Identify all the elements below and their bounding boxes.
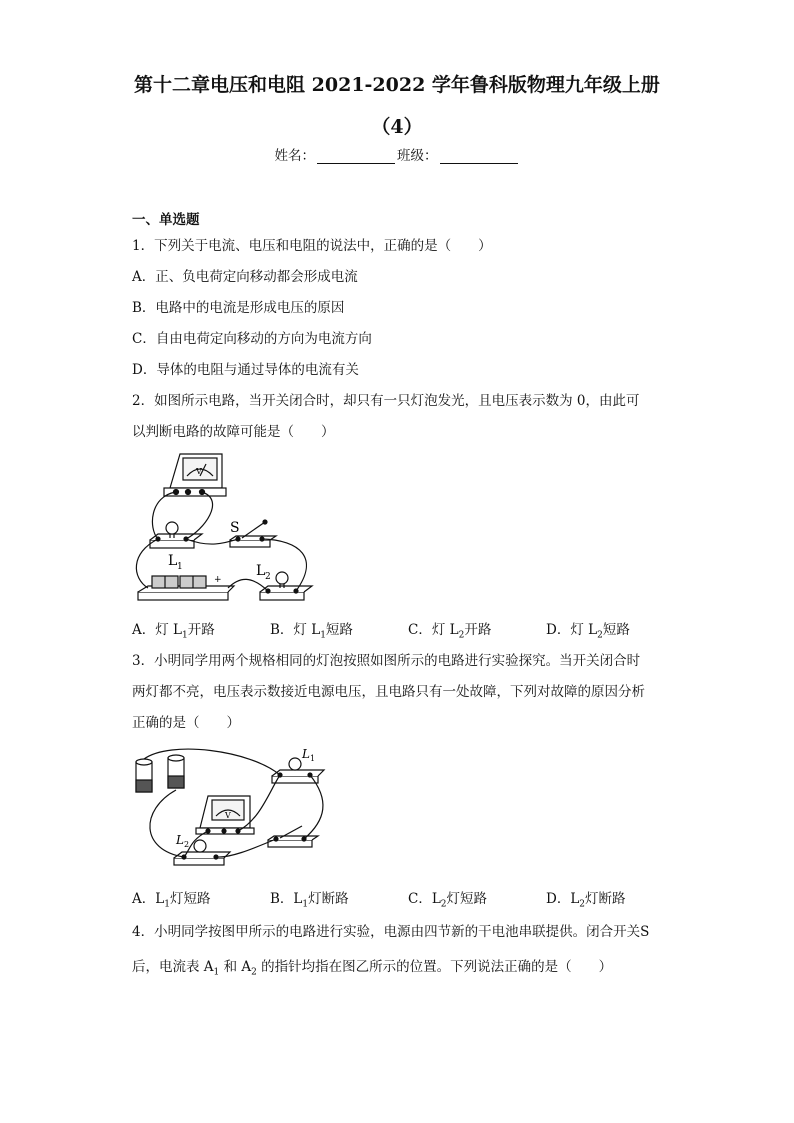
voltmeter-label: V xyxy=(196,467,202,476)
name-label: 姓名： xyxy=(274,148,315,164)
q4-stem-line1: 4．小明同学按图甲所示的电路进行实验，电源由四节新的干电池串联提供。闭合开关S xyxy=(132,924,650,940)
student-info xyxy=(0,144,794,164)
q1-option-a: A．正、负电荷定向移动都会形成电流 xyxy=(132,269,358,285)
q3-option-b: B．$L_1$灯断路 xyxy=(270,891,349,910)
q3-stem-line1: 3．小明同学用两个规格相同的灯泡按照如图所示的电路进行实验探究。当开关闭合时 xyxy=(132,653,641,669)
class-label: 班级： xyxy=(397,148,438,164)
q3-circuit-figure xyxy=(130,740,330,875)
l1-label-sub: 1 xyxy=(177,562,183,572)
q2-option-d: D．灯 $L_2$短路 xyxy=(546,622,630,641)
switch-icon xyxy=(268,826,318,847)
q1-stem: 1．下列关于电流、电压和电阻的说法中，正确的是（ ） xyxy=(132,238,492,254)
q1-option-b: B．电路中的电流是形成电压的原因 xyxy=(132,300,345,316)
q2-option-b: B．灯 $L_1$短路 xyxy=(270,622,353,641)
q3-option-c: C．$L_2$灯短路 xyxy=(408,891,488,910)
q2-option-a: A．灯 $L_1$开路 xyxy=(132,622,215,641)
l1-label-sub: 1 xyxy=(310,754,316,763)
voltmeter-label: V xyxy=(225,811,231,820)
battery-cells-icon xyxy=(136,755,184,792)
name-blank[interactable] xyxy=(317,149,395,164)
lamp-l1-icon xyxy=(150,522,202,548)
q2-circuit-figure xyxy=(130,448,330,606)
q2-stem-line1: 2．如图所示电路，当开关闭合时，却只有一只灯泡发光，且电压表示数为 0，由此可 xyxy=(132,393,640,409)
q3-option-a: A．$L_1$灯短路 xyxy=(132,891,211,910)
class-blank[interactable] xyxy=(440,149,518,164)
l1-label: L xyxy=(302,747,310,761)
doc-title-line2: （4） xyxy=(371,116,423,138)
section-heading: 一、单选题 xyxy=(132,212,200,228)
q3-stem-line3: 正确的是（ ） xyxy=(132,715,240,731)
q3-options xyxy=(132,887,684,910)
voltmeter-icon xyxy=(164,454,226,496)
lamp-l1-icon xyxy=(272,758,324,783)
q2-options xyxy=(132,618,684,641)
l1-label: L xyxy=(168,553,178,569)
battery-plus-label: + xyxy=(214,575,222,585)
q2-stem-line2: 以判断电路的故障可能是（ ） xyxy=(132,424,335,440)
q4-stem-line2: 后，电流表 $A_1$ 和 $A_2$ 的指针均指在图乙所示的位置。下列说法正确的是（ ） xyxy=(132,959,613,978)
doc-title-line1: 第十二章电压和电阻 2021-2022 学年鲁科版物理九年级上册 xyxy=(134,74,660,96)
q3-stem-line2: 两灯都不亮，电压表示数接近电源电压，且电路只有一处故障，下列对故障的原因分析 xyxy=(132,684,645,700)
q1-option-c: C．自由电荷定向移动的方向为电流方向 xyxy=(132,331,372,347)
q1-option-d: D．导体的电阻与通过导体的电流有关 xyxy=(132,362,359,378)
l2-label: L xyxy=(256,563,266,579)
l2-label: L xyxy=(176,833,184,847)
l2-label-sub: 2 xyxy=(184,840,190,849)
switch-label: S xyxy=(230,520,240,536)
l2-label-sub: 2 xyxy=(265,572,271,582)
q2-option-c: C．灯 $L_2$开路 xyxy=(408,622,492,641)
q3-option-d: D．$L_2$灯断路 xyxy=(546,891,626,910)
